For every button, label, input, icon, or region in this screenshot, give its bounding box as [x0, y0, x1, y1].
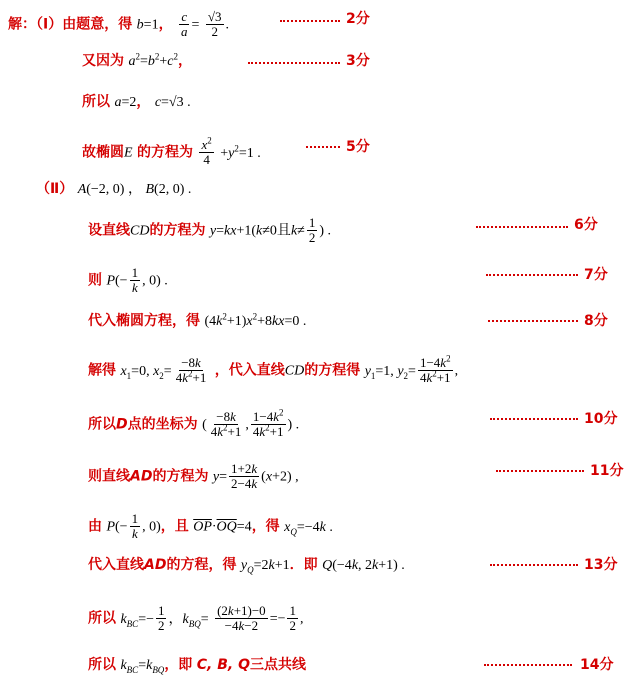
part1-label: 解：（Ⅰ）由题意，得 [8, 16, 133, 33]
step-15: 所以 $k_{BC}=k_{BQ}$，即 C, B, Q三点共线 [88, 657, 306, 675]
score-13: 13分 [584, 557, 618, 573]
step-7: 则 P(− $\frac{1}{k}$ , 0) . [88, 265, 168, 295]
step-3: 所以 a=2， c=√3 . [82, 94, 191, 110]
score-3: 3分 [346, 53, 370, 69]
step-2: 又因为 $a^2=b^2+c^2$， [82, 51, 192, 69]
step-1: 解：（Ⅰ）由题意，得 b=1， $\frac{c}{a}$ = $\frac{√3}{2}$ . [8, 9, 230, 39]
step-8: 代入椭圆方程，得 $(4k^2+1)x^2+8kx=0$ . [88, 311, 307, 329]
step-12: 由 P(− $\frac{1}{k}$ , 0)，且 $\overline{OP}\cdot\overline{OQ}=4$，得 $x_Q=-4k$ . [88, 511, 333, 541]
step-14: 所以 $k_{BC}=-$ $\frac{1}{2}$ ，$k_{BQ}=$ $\frac{(2k+1)-0}{-4k-2}$ =− $\frac{1}{2}$ , [88, 603, 304, 633]
step-10: 所以D点的坐标为 ( $\frac{-8k}{4k^2+1}$ , $\frac{1-4k^2}{4k^2+1}$ ) . [88, 407, 300, 439]
score-11: 11分 [590, 463, 624, 479]
score-14: 14分 [580, 657, 614, 673]
score-6: 6分 [574, 217, 598, 233]
score-8: 8分 [584, 313, 608, 329]
score-7: 7分 [584, 267, 608, 283]
score-10: 10分 [584, 411, 618, 427]
part2-label: （Ⅱ） [36, 181, 74, 197]
step-4: 故椭圆E 的方程为 $\frac{x^2}{4}$ $+y^2=1$ . [82, 135, 261, 167]
step-13: 代入直线AD的方程，得 $y_Q=2k+1$．即 Q(−4k, 2k+1) . [88, 557, 405, 575]
step-6: 设直线CD的方程为 y=kx+1(k≠0且k≠ $\frac{1}{2}$ ) . [88, 215, 332, 245]
step-9: 解得 $x_1=0$, $x_2=$ $\frac{-8k}{4k^2+1}$ ，代入直线CD的方程得 $y_1=1$, $y_2=$ $\frac{1-4k^2}{4k^2+1}$ , [88, 353, 459, 385]
step-11: 则直线AD的方程为 y= $\frac{1+2k}{2-4k}$ (x+2) , [88, 461, 299, 491]
step-5: （Ⅱ） A(−2, 0) ， B(2, 0) . [36, 181, 192, 197]
score-2: 2分 [346, 11, 370, 27]
score-5: 5分 [346, 139, 370, 155]
